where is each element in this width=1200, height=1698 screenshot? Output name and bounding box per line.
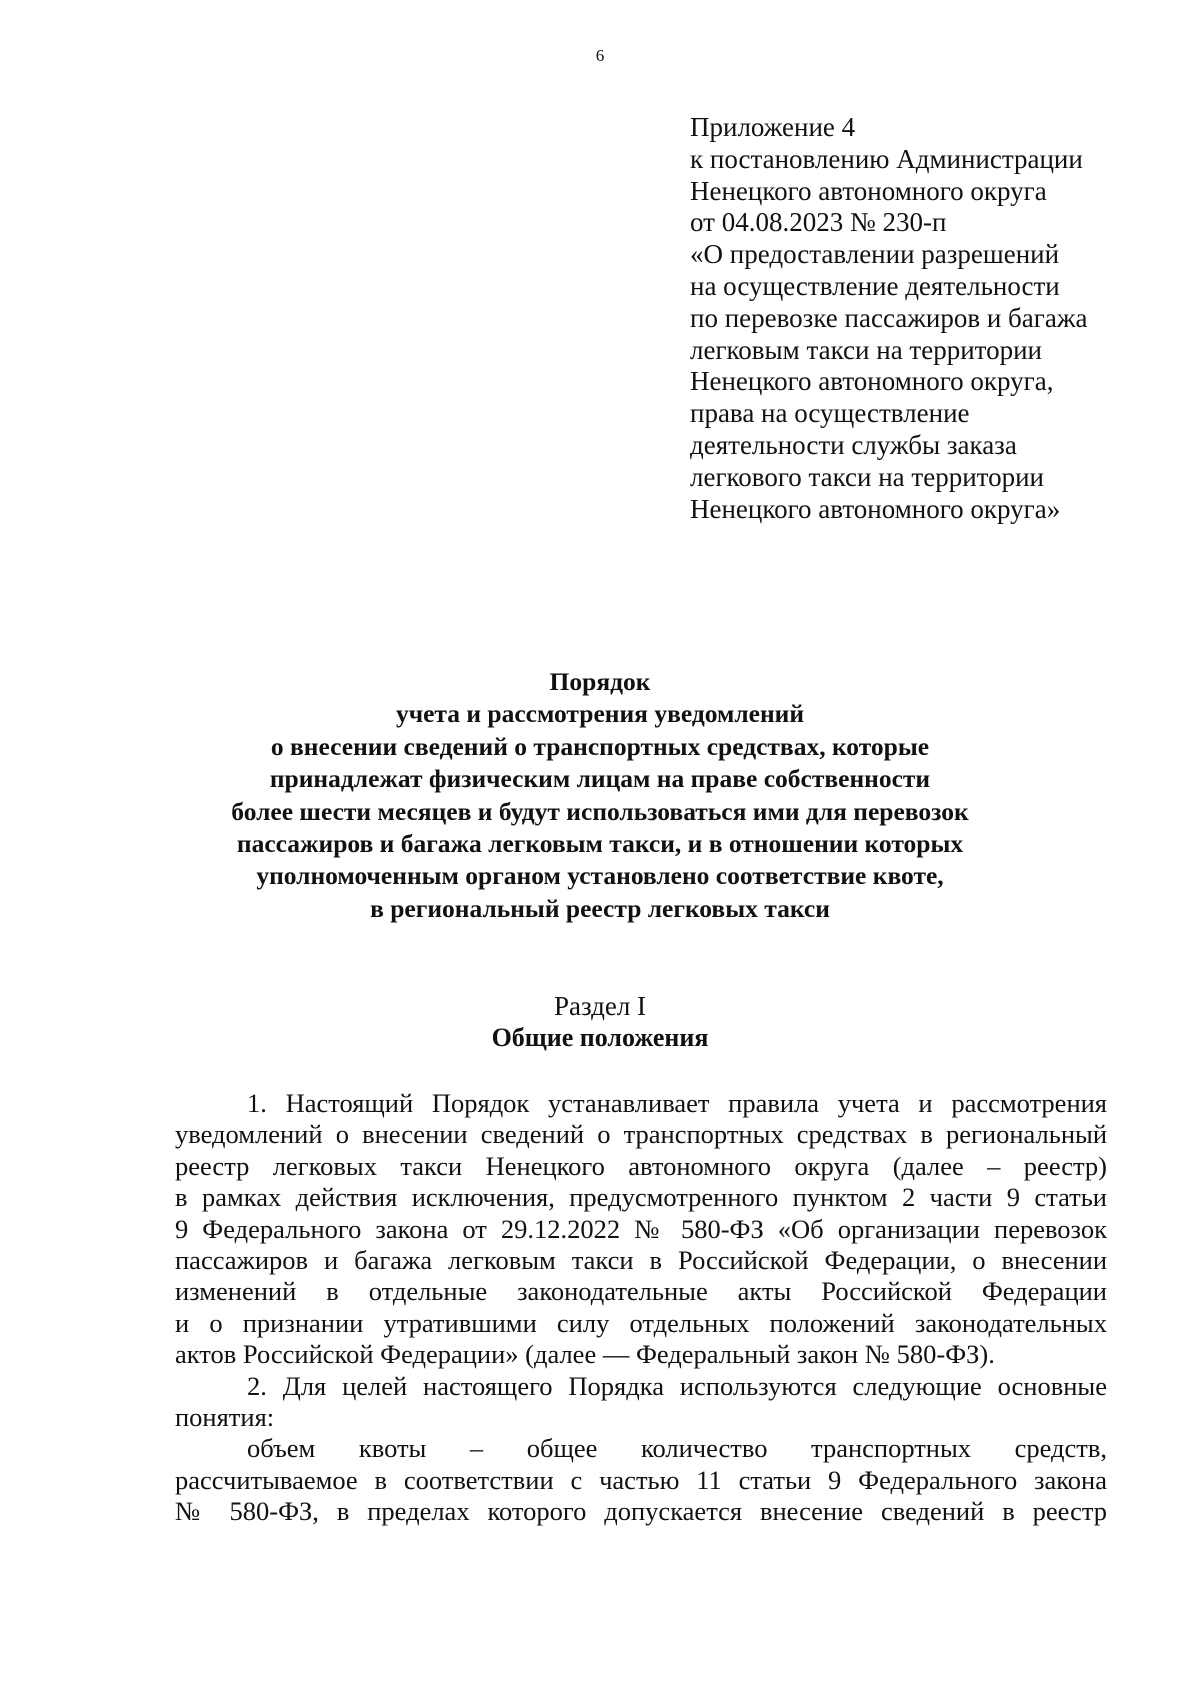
body-line: 2. Для целей настоящего Порядка используются следующие основные [247,1370,1107,1401]
title-line: учета и рассмотрения уведомлений [395,699,805,729]
appendix-line: «О предоставлении разрешений [690,239,1060,270]
body-line: рассчитываемое в соответствии с частью 11 статьи 9 Федерального закона [175,1464,1107,1495]
title-line: принадлежат физическим лицам на праве собственности [269,764,931,794]
title-line: в региональный реестр легковых такси [370,893,830,923]
body-line: объем квоты – общее количество транспортных средств, [247,1433,1107,1464]
title-line: пассажиров и багажа легковым такси, и в отношении которых [236,829,964,859]
body-line: и о признании утратившими силу отдельных положений законодательных [175,1307,1107,1338]
appendix-line: Ненецкого автономного округа» [690,493,1061,524]
title-line: о внесении сведений о транспортных средствах, которые [270,731,930,761]
body-line: реестр легковых такси Ненецкого автономного округа (далее – реестр) [175,1150,1107,1181]
appendix-line: права на осуществление [690,398,970,429]
page-number: 6 [595,46,605,65]
appendix-line: к постановлению Администрации [690,143,1083,174]
body-line: пассажиров и багажа легковым такси в Российской Федерации, о внесении [175,1245,1107,1276]
section-label: Раздел I [553,991,647,1021]
body-line: в рамках действия исключения, предусмотренного пунктом 2 части 9 статьи [175,1182,1107,1213]
appendix-line: Приложение 4 [690,112,856,142]
body-line: уведомлений о внесении сведений о транспортных средствах в региональный [175,1119,1107,1150]
body-line: 1. Настоящий Порядок устанавливает правила учета и рассмотрения [247,1088,1107,1118]
appendix-line: легковым такси на территории [690,334,1043,365]
appendix-line: от 04.08.2023 № 230-п [690,207,947,238]
body-line: № 580-ФЗ, в пределах которого допускается внесение сведений в реестр [175,1496,1107,1527]
title-line: более шести месяцев и будут использоваться ими для перевозок [231,796,969,826]
body-line: изменений в отдельные законодательные акты Российской Федерации [175,1276,1107,1307]
body-line: актов Российской Федерации» (далее — Федеральный закон № 580-ФЗ). [175,1339,995,1370]
title-line: уполномоченным органом установлено соответствие квоте, [256,861,944,891]
appendix-line: деятельности службы заказа [690,429,1017,460]
body-text [175,1088,1107,1528]
body-line: понятия: [175,1402,275,1433]
document-title [0,666,1200,925]
body-line: 9 Федерального закона от 29.12.2022 № 580-ФЗ «Об организации перевозок [175,1213,1107,1244]
appendix-line: на осуществление деятельности [690,270,1060,301]
appendix-line: Ненецкого автономного округа, [690,366,1054,397]
appendix-line: по перевозке пассажиров и багажа [690,302,1088,333]
appendix-block [690,112,1160,525]
appendix-line: легкового такси на территории [690,461,1044,492]
section-heading: Общие положения [491,1023,709,1052]
title-line: Порядок [549,667,651,696]
appendix-line: Ненецкого автономного округа [690,175,1047,206]
